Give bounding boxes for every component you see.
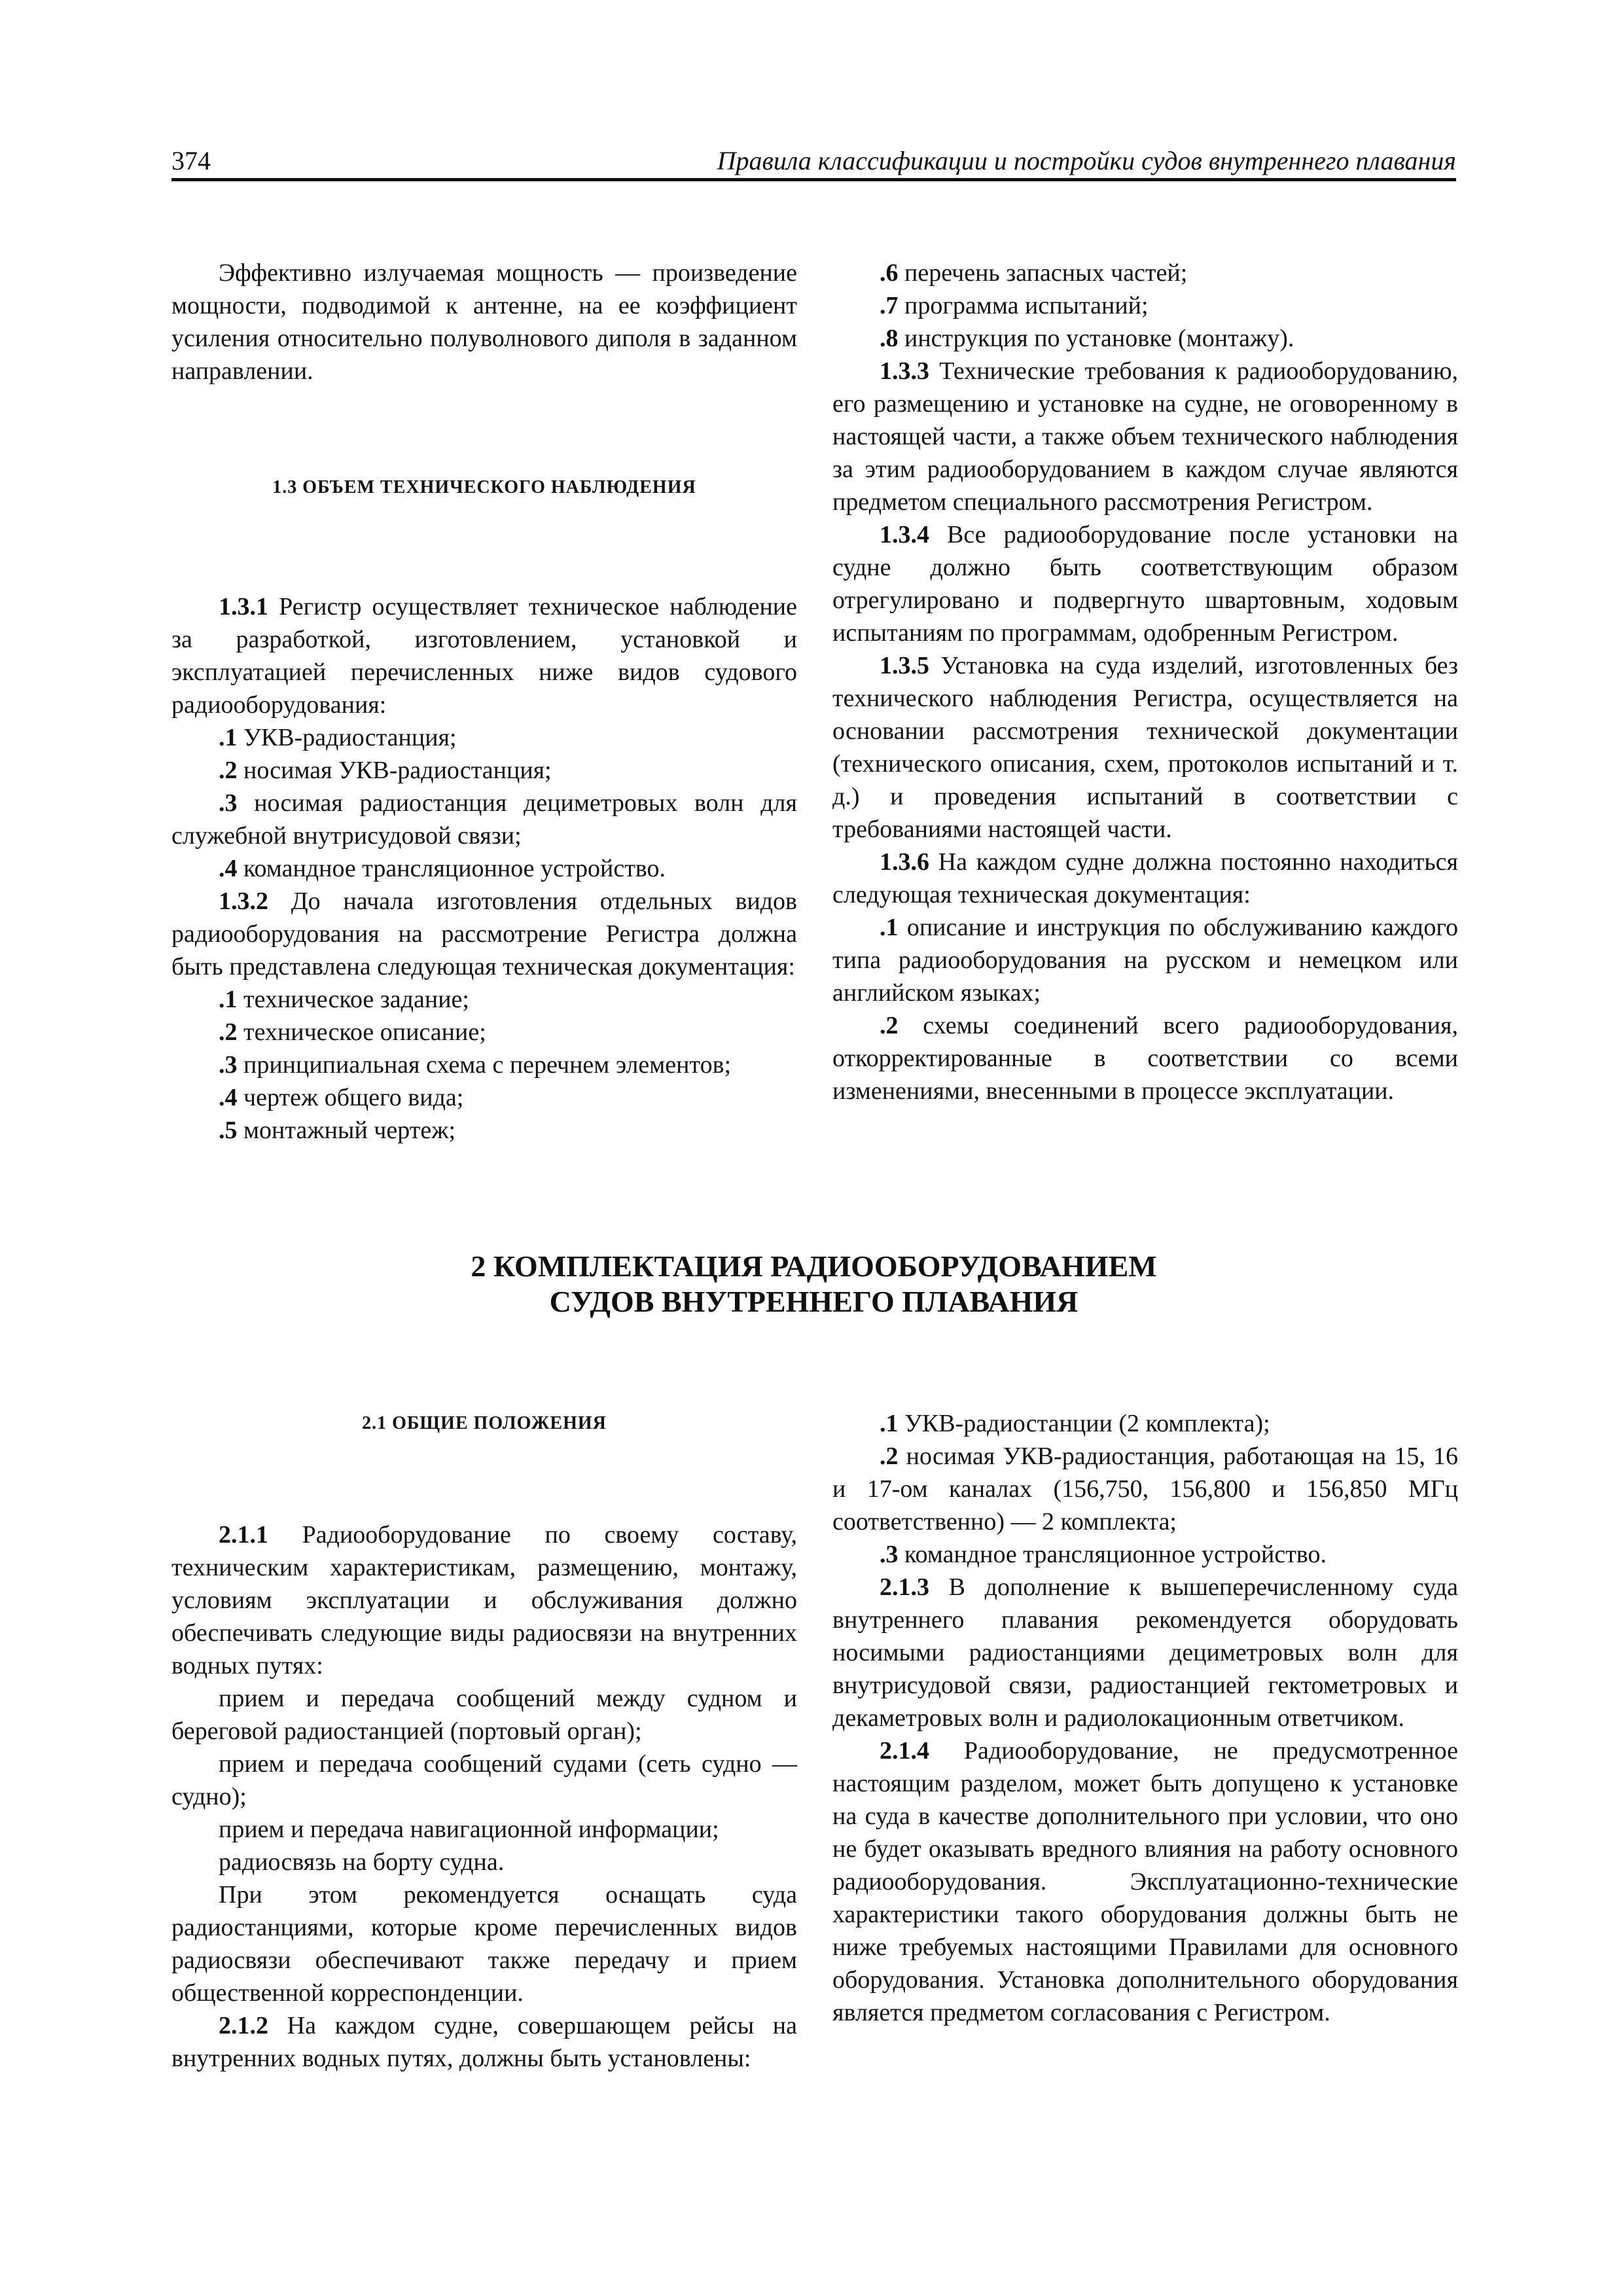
item-number: .2 xyxy=(219,1018,238,1046)
item-number: .2 xyxy=(880,1012,899,1039)
paragraph-1-3-6 xyxy=(832,846,1458,911)
list-item xyxy=(832,289,1458,322)
item-number: .5 xyxy=(219,1117,238,1144)
list-item xyxy=(171,852,797,885)
item-text: командное трансляционное устройство. xyxy=(237,855,666,882)
item-number: .8 xyxy=(880,325,899,352)
column-bottom-left xyxy=(171,1407,797,2075)
item-number: .4 xyxy=(219,855,238,882)
paragraph-2-1-1 xyxy=(171,1518,797,1682)
clause-text: До начала изготовления отдельных видов радиооборудования на рассмотрение Регистра должна быть представлена следующая техническая документация: xyxy=(171,888,797,980)
list-item xyxy=(171,787,797,852)
chapter-title-line: СУДОВ ВНУТРЕННЕГО ПЛАВАНИЯ xyxy=(549,1285,1079,1318)
list-item xyxy=(832,257,1458,289)
list-item xyxy=(171,1081,797,1114)
clause-text: На каждом судне, совершающем рейсы на внутренних водных путях, должны быть установлены: xyxy=(171,2012,797,2072)
running-title: Правила классификации и постройки судов внутреннего плавания xyxy=(717,146,1456,175)
paragraph-1-3-3 xyxy=(832,355,1458,518)
list-item xyxy=(832,911,1458,1009)
column-bottom-right xyxy=(832,1407,1458,2029)
list-item xyxy=(832,1009,1458,1107)
item-text: носимая радиостанция дециметровых волн для служебной внутрисудовой связи; xyxy=(171,789,797,850)
item-text: описание и инструкция по обслуживанию каждого типа радиооборудования на русском и немецком или английском языках; xyxy=(832,914,1458,1007)
paragraph-1-3-4 xyxy=(832,518,1458,649)
item-text: носимая УКВ-радиостанция, работающая на 15, 16 и 17-ом каналах (156,750, 156,800 и 156,850 МГц соответственно) — 2 комплекта; xyxy=(832,1443,1458,1535)
item-number: .1 xyxy=(880,1410,899,1437)
clause-text: В дополнение к вышеперечисленному суда внутреннего плавания рекомендуется оборудовать носимыми радиостанциями дециметровых волн для внутрисудовой связи, радиостанцией гектометровых и декаметровых волн и радиолокационным ответчиком. xyxy=(832,1573,1458,1732)
clause-number: 2.1.2 xyxy=(219,2012,268,2039)
item-text: командное трансляционное устройство. xyxy=(898,1541,1327,1568)
section-title-2-1: 2.1 ОБЩИЕ ПОЛОЖЕНИЯ xyxy=(362,1413,607,1433)
page-number: 374 xyxy=(171,146,211,175)
clause-number: 2.1.3 xyxy=(880,1573,929,1601)
list-item xyxy=(171,721,797,754)
clause-number: 1.3.1 xyxy=(219,593,268,620)
item-number: .3 xyxy=(219,1051,238,1079)
item-text: программа испытаний; xyxy=(898,292,1149,319)
paragraph-1-3-2 xyxy=(171,885,797,983)
definition-paragraph: Эффективно излучаемая мощность — произведение мощности, подводимой к антенне, на ее коэффициент усиления относительно полуволнового диполя в заданном направлении. xyxy=(171,259,797,385)
item-text: схемы соединений всего радиооборудования, откорректированные в соответствии со всеми изменениями, внесенными в процессе эксплуатации. xyxy=(832,1012,1458,1105)
list-item: прием и передача сообщений судами (сеть судно — судно); xyxy=(171,1750,797,1810)
clause-number: 1.3.3 xyxy=(880,357,929,385)
paragraph-2-1-3 xyxy=(832,1571,1458,1734)
clause-number: 1.3.4 xyxy=(880,521,929,548)
list-item xyxy=(171,1114,797,1147)
list-item xyxy=(171,1016,797,1049)
list-item xyxy=(832,322,1458,355)
chapter-title-line: 2 КОМПЛЕКТАЦИЯ РАДИООБОРУДОВАНИЕМ xyxy=(471,1249,1157,1283)
item-text: техническое описание; xyxy=(237,1018,486,1046)
clause-text: Радиооборудование, не предусмотренное настоящим разделом, может быть допущено к установке на суда в качестве дополнительного при условии, что оно не будет оказывать вредного влияния на работу основного радиооборудования. Эксплуатационно-технические характеристики такого оборудования должны быть не ниже требуемых настоящими Правилами для основного оборудования. Установка дополнительного оборудования является предметом согласования с Регистром. xyxy=(832,1737,1458,2026)
item-text: перечень запасных частей; xyxy=(898,259,1188,287)
item-number: .3 xyxy=(880,1541,899,1568)
clause-text: Все радиооборудование после установки на судне должно быть соответствующим образом отрегулировано и подвергнуто швартовным, ходовым испытаниям по программам, одобренным Регистром. xyxy=(832,521,1458,647)
paragraph-2-1-2 xyxy=(171,2009,797,2075)
column-top-left xyxy=(171,257,797,1147)
item-number: .1 xyxy=(219,986,238,1013)
clause-number: 2.1.4 xyxy=(880,1737,929,1765)
clause-text: Регистр осуществляет техническое наблюдение за разработкой, изготовлением, установкой и эксплуатацией перечисленных ниже видов судового радиооборудования: xyxy=(171,593,797,719)
clause-number: 1.3.2 xyxy=(219,888,268,915)
list-item: прием и передача навигационной информации; xyxy=(219,1816,719,1843)
clause-text: Технические требования к радиооборудованию, его размещению и установке на судне, не оговоренному в настоящей части, а также объем технического наблюдения за этим радиооборудованием в каждом случае являются предметом специального рассмотрения Регистром. xyxy=(832,357,1458,516)
list-item xyxy=(171,754,797,787)
clause-text: Радиооборудование по своему составу, техническим характеристикам, размещению, монтажу, условиям эксплуатации и обслуживания должно обеспечивать следующие виды радиосвязи на внутренних водных путях: xyxy=(171,1521,797,1679)
item-number: .1 xyxy=(219,724,238,751)
item-number: .4 xyxy=(219,1084,238,1111)
column-top-right xyxy=(832,257,1458,1107)
item-text: УКВ-радиостанции (2 комплекта); xyxy=(898,1410,1270,1437)
paragraph-1-3-1 xyxy=(171,590,797,721)
list-item: радиосвязь на борту судна. xyxy=(219,1848,505,1876)
list-item xyxy=(832,1440,1458,1538)
item-text: монтажный чертеж; xyxy=(237,1117,456,1144)
clause-number: 1.3.5 xyxy=(880,652,929,679)
clause-text: На каждом судне должна постоянно находиться следующая техническая документация: xyxy=(832,848,1458,908)
section-title-1-3: 1.3 ОБЪЕМ ТЕХНИЧЕСКОГО НАБЛЮДЕНИЯ xyxy=(272,477,696,497)
item-number: .7 xyxy=(880,292,899,319)
clause-number: 2.1.1 xyxy=(219,1521,268,1549)
recommendation-paragraph: При этом рекомендуется оснащать суда радиостанциями, которые кроме перечисленных видов радиосвязи обеспечивают также передачу и прием общественной корреспонденции. xyxy=(171,1881,797,2007)
item-text: техническое задание; xyxy=(237,986,469,1013)
item-text: носимая УКВ-радиостанция; xyxy=(237,757,552,784)
paragraph-2-1-4 xyxy=(832,1734,1458,2029)
list-item xyxy=(171,1049,797,1081)
item-text: инструкция по установке (монтажу). xyxy=(898,325,1294,352)
paragraph-1-3-5 xyxy=(832,649,1458,846)
header-rule xyxy=(171,178,1456,181)
item-number: .2 xyxy=(880,1443,899,1470)
item-text: УКВ-радиостанция; xyxy=(237,724,457,751)
item-number: .2 xyxy=(219,757,238,784)
clause-text: Установка на суда изделий, изготовленных без технического наблюдения Регистра, осуществляется на основании рассмотрения технической документации (технического описания, схем, протоколов испытаний и т. д.) и проведения испытаний в соответствии с требованиями настоящей части. xyxy=(832,652,1458,843)
item-text: чертеж общего вида; xyxy=(237,1084,464,1111)
list-item xyxy=(832,1407,1458,1440)
chapter-title xyxy=(171,1249,1456,1319)
item-number: .6 xyxy=(880,259,899,287)
clause-number: 1.3.6 xyxy=(880,848,929,876)
item-number: .1 xyxy=(880,914,899,941)
list-item xyxy=(832,1538,1458,1571)
list-item xyxy=(171,983,797,1016)
list-item: прием и передача сообщений между судном и береговой радиостанцией (портовый орган); xyxy=(171,1685,797,1745)
item-number: .3 xyxy=(219,789,238,817)
item-text: принципиальная схема с перечнем элементов; xyxy=(237,1051,732,1079)
